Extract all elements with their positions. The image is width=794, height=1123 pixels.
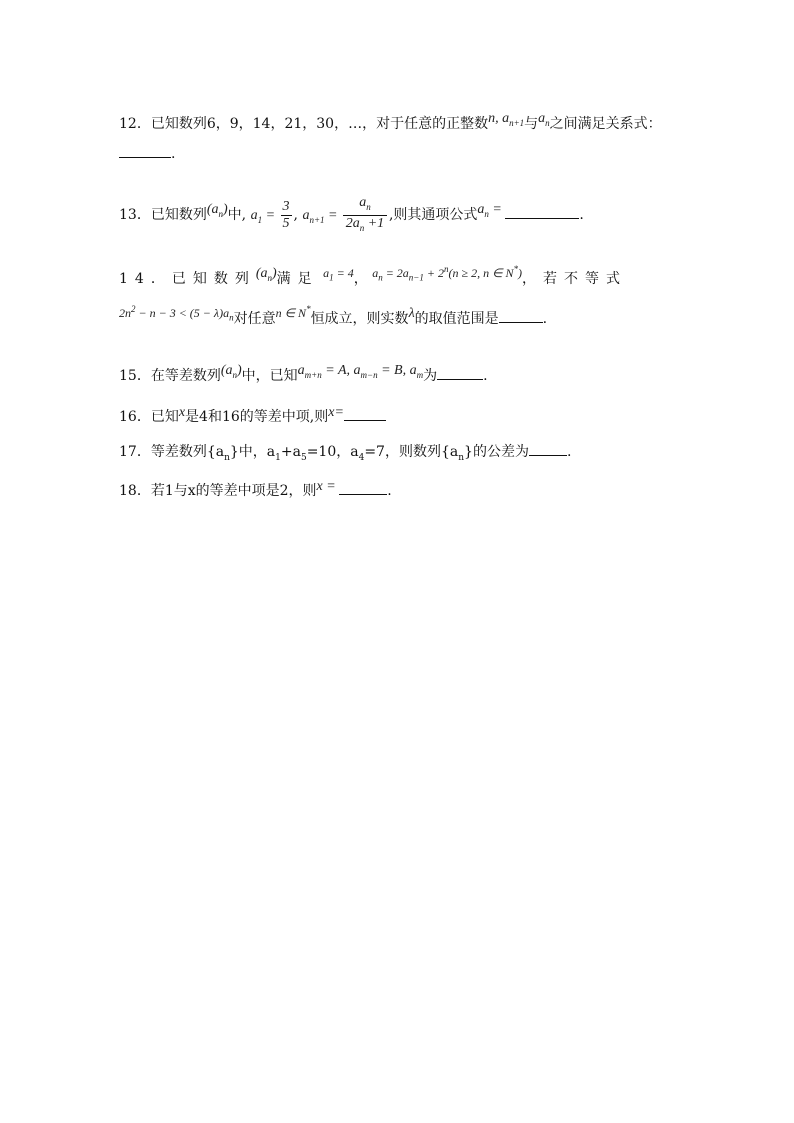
answer-blank[interactable] (529, 441, 567, 456)
q18-x: x = (316, 479, 340, 494)
q16-x2: x= (328, 405, 344, 420)
answer-blank[interactable] (339, 480, 387, 495)
question-17: 17．等差数列$\{a_n\}$中，$a_1+a_5=10$，$a_4=7$，则数列$\{a_n\}$的公差为 . (119, 441, 571, 468)
q15-math: $a_{m+n} = A$, $a_{m-n} = B$, $a_m$ (297, 363, 424, 380)
q14-text: 14．已知数列 (119, 271, 256, 287)
q13-seq: $(a_n)$ (206, 202, 228, 219)
q14-cond2: $a_n = 2a_{n-1} + 2^n(n \ge 2$, n ∈ N*) (372, 264, 523, 283)
question-16: 16．已知x是4和16的等差中项,则x= (119, 406, 386, 428)
q12-text-mid1: 与 (524, 116, 539, 132)
answer-blank[interactable] (344, 406, 386, 421)
q18-text: 18．若1与x的等差中项是2，则 (119, 483, 317, 499)
question-14: 14．已知数列$(a_n)$满足 $a_1 = 4$， $a_n = 2a_{n-1} + 2^n(n \ge 2$, n ∈ N*)，若不等式 (119, 264, 628, 287)
question-13: 13．已知数列$(a_n)$中, $a_1$ = $\frac{3}{5}$ , $a_{n+1}$ = $\frac{a_n}{2a_n +1}$ ,则其通项公式$a_n$ = . (119, 195, 584, 234)
answer-blank[interactable] (119, 143, 171, 158)
q13-a1: $a_1$ = $\frac{3}{5}$ (250, 199, 290, 232)
q14-seq: $(a_n)$ (255, 266, 277, 283)
q14-lambda: λ (408, 306, 415, 321)
question-12-answer: . (119, 143, 175, 164)
q17-text: 17．等差数列{a (119, 444, 225, 460)
question-12 (119, 111, 662, 139)
answer-blank[interactable] (437, 365, 483, 380)
q14-inequality: $2n^2 - n - 3 < (5 - \lambda)a_n$ (119, 304, 234, 323)
question-15: 15．在等差数列$(a_n)$中，已知$a_{m+n} = A$, $a_{m-n} = B$, $a_m$为 . (119, 363, 488, 384)
q12-math-an: $a_n$ (538, 111, 550, 128)
q16-text: 16．已知 (119, 409, 179, 425)
question-18: 18．若1与x的等差中项是2，则x = . (119, 479, 392, 499)
question-14-line2: $2n^2 - n - 3 < (5 - \lambda)a_n$对任意n ∈ N*恒成立，则实数λ的取值范围是 . (119, 304, 548, 327)
q15-text: 15．在等差数列 (119, 368, 221, 384)
q12-math-n: n, $a_{n+1}$ (488, 111, 525, 128)
q13-an: $a_n$ = (477, 202, 506, 219)
q13-recurrence: $a_{n+1}$ = $\frac{a_n}{2a_n +1}$ (302, 208, 389, 223)
q14-cond1: $a_1 = 4$ (323, 266, 354, 283)
q13-text: 13．已知数列 (119, 207, 207, 223)
q14-cond3: n ∈ N* (275, 304, 311, 320)
q12-text: 12．已知数列6，9，14，21，30，…，对于任意的正整数 (119, 116, 489, 132)
q12-text-mid2: 之间满足关系式： (549, 116, 662, 132)
answer-blank[interactable] (505, 204, 579, 219)
answer-blank[interactable] (499, 308, 543, 323)
q16-x: x (178, 405, 186, 420)
q15-seq: $(a_n)$ (220, 363, 242, 380)
